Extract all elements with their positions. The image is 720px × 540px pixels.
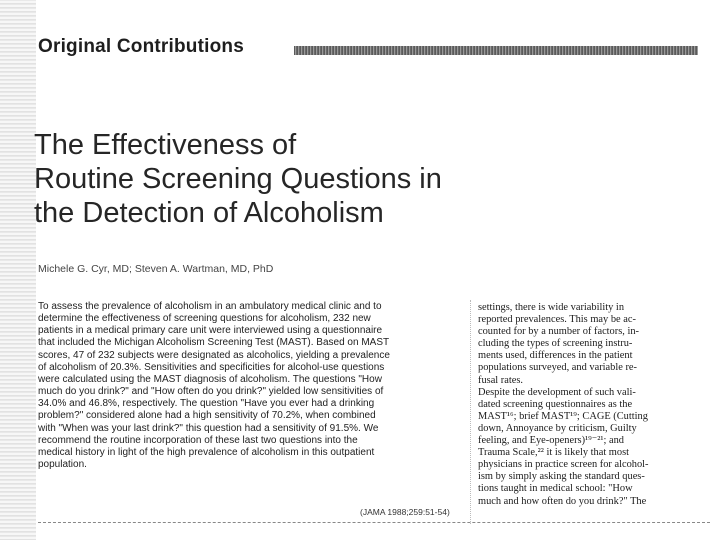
abstract-line: of alcoholism of 20.3%. Sensitivities and specificities for alcohol-use questions: [38, 361, 385, 373]
abstract-line: population.: [38, 459, 87, 471]
section-label: Original Contributions: [38, 36, 244, 57]
column-divider: [470, 300, 472, 524]
body-line: reported prevalences. This may be ac-: [478, 314, 636, 326]
body-line: MAST¹⁶; brief MAST¹⁹; CAGE (Cutting: [478, 410, 648, 422]
body-line: physicians in practice screen for alcohol-: [478, 459, 649, 471]
abstract-line: recommend the routine incorporation of these last two questions into the: [38, 434, 358, 446]
scan-edge-shading: [0, 0, 36, 540]
header-rule: [294, 46, 698, 55]
body-line: tions taught in medical school: "How: [478, 483, 633, 495]
body-line: Trauma Scale,²² it is likely that most: [478, 447, 630, 459]
section-header: [38, 36, 698, 66]
abstract-line: that included the Michigan Alcoholism Screening Test (MAST). Based on MAST: [38, 337, 390, 349]
body-line: down, Annoyance by criticism, Guilty: [478, 422, 637, 434]
body-line: feeling, and Eye-openers)¹⁹⁻²¹; and: [478, 435, 624, 447]
title-line: The Effectiveness of: [34, 129, 297, 161]
abstract-line: determine the effectiveness of screening questions for alcoholism, 232 new: [38, 313, 371, 325]
abstract-line: patients in a medical primary care unit were interviewed using a questionnaire: [38, 325, 383, 337]
abstract-line: problem?" considered alone had a high sensitivity of 70.2%, when combined: [38, 410, 376, 422]
abstract-line: To assess the prevalence of alcoholism in an ambulatory medical clinic and to: [38, 301, 382, 312]
body-line: fusal rates.: [478, 374, 524, 386]
article-title: [34, 128, 634, 230]
abstract-line: much do you drink?" and "How often do you drink?" yielded low sensitivities of: [38, 386, 384, 398]
abstract-line: scores, 47 of 232 subjects were designated as alcoholics, yielding a prevalence: [38, 349, 390, 361]
abstract-line: medical history in light of the high prevalence of alcoholism in this outpatient: [38, 446, 375, 458]
body-line: populations surveyed, and variable re-: [478, 362, 637, 374]
body-line: ism by simply asking the standard ques-: [478, 471, 645, 483]
body-text-column: [478, 302, 710, 508]
body-line: much and how often do you drink?" The: [478, 495, 647, 507]
article-authors: Michele G. Cyr, MD; Steven A. Wartman, MD, PhD: [38, 263, 274, 275]
body-line: dated screening questionnaires as the: [478, 398, 633, 410]
abstract-line: 34.0% and 46.8%, respectively. The question "Have you ever had a drinking: [38, 398, 375, 410]
body-line: settings, there is wide variability in: [478, 302, 625, 313]
body-line: cluding the types of screening instru-: [478, 338, 633, 350]
abstract-line: with "When was your last drink?" this question had a sensitivity of 91.5%. We: [38, 422, 379, 434]
article-abstract: [38, 301, 460, 471]
body-line: ments used, differences in the patient: [478, 350, 633, 362]
title-line: the Detection of Alcoholism: [34, 197, 384, 229]
body-line: Despite the development of such vali-: [478, 386, 636, 398]
bottom-rule: [38, 522, 710, 524]
abstract-line: were calculated using the MAST diagnosis of alcoholism. The questions "How: [38, 373, 382, 385]
journal-citation: (JAMA 1988;259:51-54): [360, 507, 450, 517]
body-line: counted for by a number of factors, in-: [478, 326, 639, 338]
title-line: Routine Screening Questions in: [34, 163, 442, 195]
